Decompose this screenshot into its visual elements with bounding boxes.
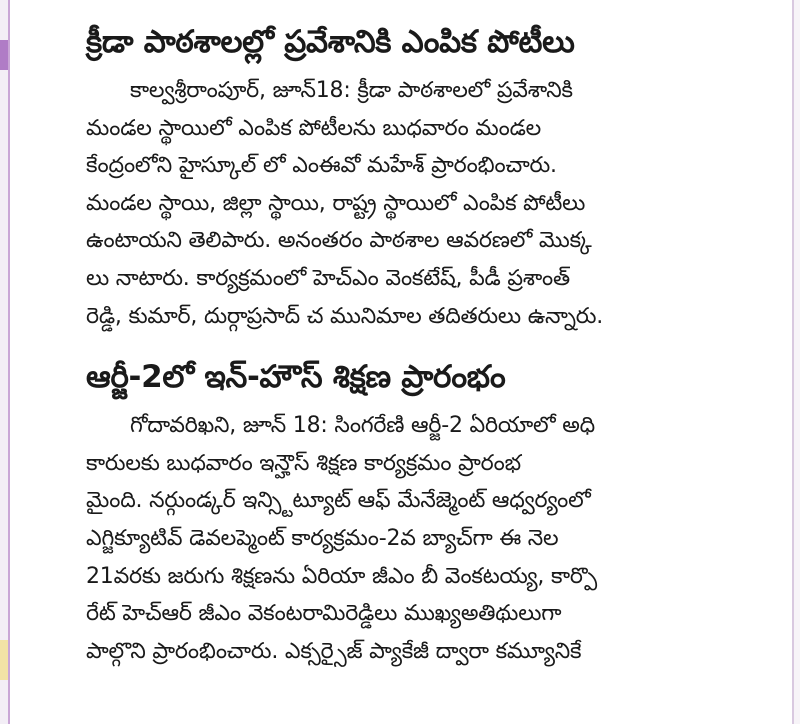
headline: ఆర్జీ-2లో ఇన్-హౌస్ శిక్షణ ప్రారంభం: [86, 359, 506, 396]
left-edge-marker: [0, 40, 8, 70]
newspaper-column: [86, 0, 720, 670]
body-line: పాల్గొని ప్రారంభించారు. ఎక్సర్సైజ్ ప్యాకేజీ ద్వారా కమ్యూనికే: [86, 638, 582, 664]
body-line: 21వరకు జరుగు శిక్షణను ఏరియా జీఎం బీ వెంకటయ్య, కార్పొ: [86, 563, 598, 589]
body-line: రెడ్డి, కుమార్, దుర్గాప్రసాద్ చ మునిమాల తదితరులు ఉన్నారు.: [86, 303, 604, 329]
body-line: కేంద్రంలోని హైస్కూల్ లో ఎంఈవో మహేశ్ ప్రారంభించారు.: [86, 153, 557, 179]
body-line: మండల స్థాయి, జిల్లా స్థాయి, రాష్ట్ర స్థాయిలో ఎంపిక పోటీలు: [86, 190, 586, 216]
headline: క్రీడా పాఠశాలల్లో ప్రవేశానికి ఎంపిక పోటీలు: [86, 24, 575, 60]
body-line: ఉంటాయని తెలిపారు. అనంతరం పాఠశాల ఆవరణలో మొక్క: [86, 228, 592, 254]
body-line: గోదావరిఖని, జూన్ 18: సింగరేణి ఆర్జీ-2 ఏరియాలో అధి: [130, 413, 595, 439]
left-column-rule: [0, 0, 14, 724]
body-line: లు నాటారు. కార్యక్రమంలో హెచ్ఎం వెంకటేష్, పీడీ ప్రశాంత్: [86, 265, 570, 291]
body-line: మైంది. నర్గుండ్కర్ ఇన్స్టిట్యూట్ ఆఫ్ మేనేజ్మెంట్ ఆధ్వర్యంలో: [86, 488, 591, 514]
body-line: మండల స్థాయిలో ఎంపిక పోటీలను బుధవారం మండల: [86, 115, 542, 141]
body-line: ఎగ్జిక్యూటివ్ డెవలప్మెంట్ కార్యక్రమం-2వ బ్యాచ్‌గా ఈ నెల: [86, 525, 559, 551]
article-rg2-inhouse-training: [86, 357, 720, 670]
body-line: రేట్ హెచ్ఆర్ జీఎం వెకంటరామిరెడ్డిలు ముఖ్యఅతిథులుగా: [86, 601, 562, 627]
left-edge-marker-bottom: [0, 640, 8, 680]
right-column-rule: [774, 0, 800, 724]
article-sports-school-selection: [86, 22, 720, 335]
body-line: కాల్వశ్రీరాంపూర్, జూన్18: క్రీడా పాఠశాలలో ప్రవేశానికి: [130, 78, 573, 103]
body-line: కారులకు బుధవారం ఇన్హౌస్ శిక్షణ కార్యక్రమం ప్రారంభ: [86, 450, 521, 476]
